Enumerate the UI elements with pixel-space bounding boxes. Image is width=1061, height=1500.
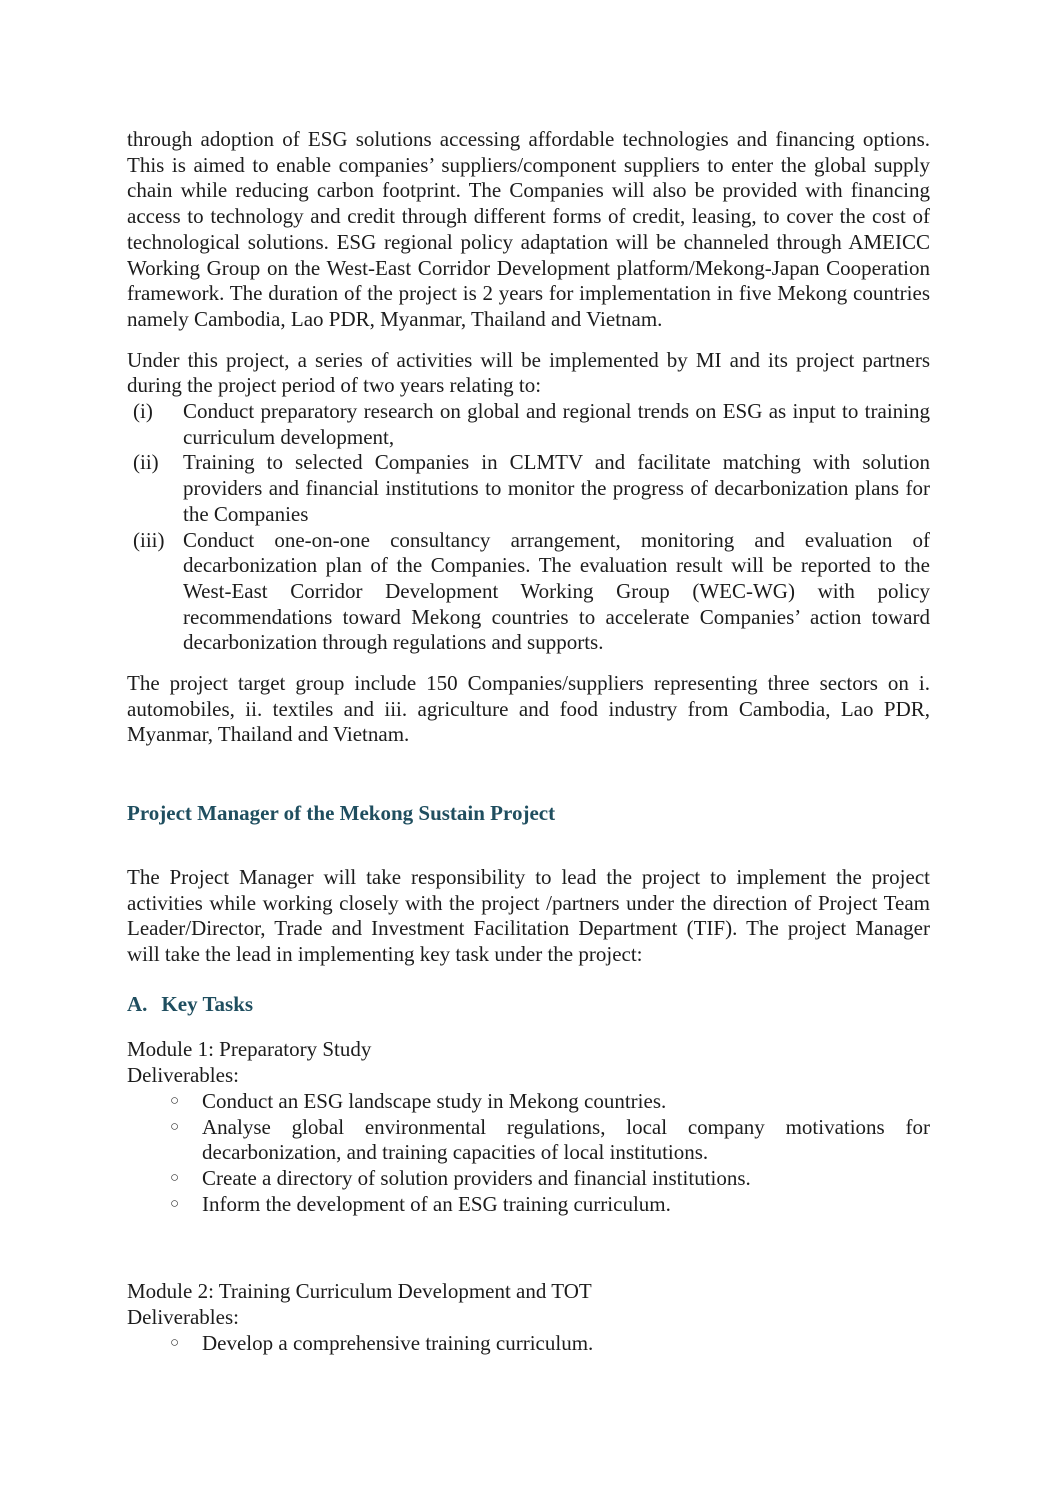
- list-item: [127, 1166, 930, 1192]
- module-1-title: Module 1: Preparatory Study: [127, 1037, 372, 1062]
- deliverable-text: Inform the development of an ESG training curriculum.: [202, 1191, 671, 1216]
- module-2-title: Module 2: Training Curriculum Development and TOT: [127, 1279, 592, 1304]
- activity-item-iii: [127, 528, 930, 657]
- heading-project-manager: Project Manager of the Mekong Sustain Project: [127, 801, 556, 826]
- roman-marker-i: (i): [133, 399, 153, 424]
- circle-bullet-icon: ○: [170, 1169, 180, 1186]
- activity-item-i: [127, 399, 930, 450]
- module-1-section: [127, 1037, 930, 1217]
- module-2-section: [127, 1279, 930, 1356]
- activity-text-iii: Conduct one-on-one consultancy arrangement, monitoring and evaluation of decarbonization plan of the Companies. The evaluation result will be reported to the West-East Corridor Development Working Group (WEC-WG) with policy recommendations toward Mekong countries to accelerate Companies’ action toward decarbonization through regulations and supports.: [183, 527, 930, 655]
- paragraph-target-group: The project target group include 150 Companies/suppliers representing three sectors on i. automobiles, ii. textiles and iii. agriculture and food industry from Cambodia, Lao PDR, Myanmar, Thailand and Vietnam.: [127, 671, 930, 747]
- heading-key-tasks: [127, 992, 930, 1018]
- deliverable-text: Create a directory of solution providers and financial institutions.: [202, 1165, 751, 1190]
- deliverable-text: Develop a comprehensive training curriculum.: [202, 1330, 594, 1355]
- key-tasks-label: Key Tasks: [161, 991, 254, 1016]
- paragraph-esg-solutions: through adoption of ESG solutions accessing affordable technologies and financing options. This is aimed to enable companies’ suppliers/component suppliers to enter the global supply chain while reducing carbon footprint. The Companies will also be provided with financing access to technology and credit through different forms of credit, leasing, to cover the cost of technological solutions. ESG regional policy adaptation will be channeled through AMEICC Working Group on the West-East Corridor Development platform/Mekong-Japan Cooperation framework. The duration of the project is 2 years for implementation in five Mekong countries namely Cambodia, Lao PDR, Myanmar, Thailand and Vietnam.: [127, 127, 930, 331]
- activity-item-ii: [127, 450, 930, 527]
- roman-marker-ii: (ii): [133, 450, 159, 475]
- activities-roman-list: [127, 399, 930, 656]
- module-2-deliverables-list: [127, 1331, 930, 1357]
- deliverable-text: Analyse global environmental regulations, local company motivations for decarbonization, and training capacities of local institutions.: [202, 1114, 930, 1165]
- circle-bullet-icon: ○: [170, 1092, 180, 1109]
- circle-bullet-icon: ○: [170, 1334, 180, 1351]
- list-item: [127, 1192, 930, 1218]
- activity-text-i: Conduct preparatory research on global and regional trends on ESG as input to training curriculum development,: [183, 399, 930, 449]
- paragraph-activities-intro: Under this project, a series of activities will be implemented by MI and its project partners during the project period of two years relating to:: [127, 347, 930, 398]
- circle-bullet-icon: ○: [170, 1118, 180, 1135]
- deliverable-text: Conduct an ESG landscape study in Mekong countries.: [202, 1088, 667, 1113]
- activity-text-ii: Training to selected Companies in CLMTV and facilitate matching with solution providers and financial institutions to monitor the progress of decarbonization plans for the Companies: [183, 450, 930, 526]
- circle-bullet-icon: ○: [170, 1195, 180, 1212]
- paragraph-project-manager-role: The Project Manager will take responsibility to lead the project to implement the project activities while working closely with the project /partners under the direction of Project Team Leader/Director, Trade and Investment Facilitation Department (TIF). The project Manager will take the lead in implementing key task under the project:: [127, 864, 930, 966]
- list-item: [127, 1331, 930, 1357]
- list-item: [127, 1115, 930, 1166]
- module-2-deliverables-label: Deliverables:: [127, 1305, 239, 1330]
- key-tasks-letter: A.: [127, 991, 148, 1016]
- module-1-deliverables-label: Deliverables:: [127, 1063, 239, 1088]
- roman-marker-iii: (iii): [133, 527, 165, 552]
- module-1-deliverables-list: [127, 1089, 930, 1218]
- list-item: [127, 1089, 930, 1115]
